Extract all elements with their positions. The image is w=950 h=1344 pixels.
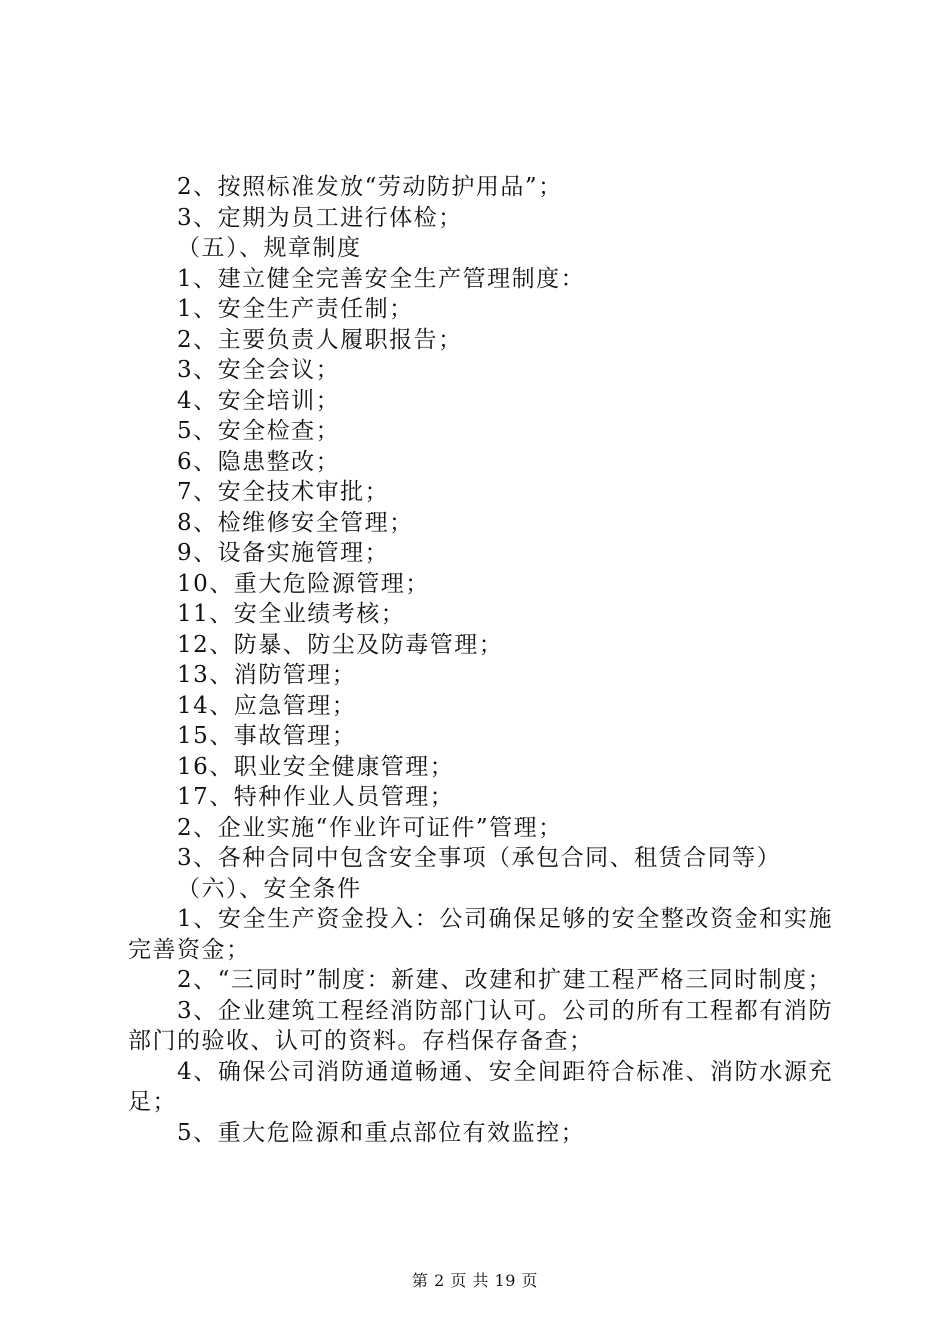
list-item: 5、安全检查； — [177, 418, 341, 444]
list-item: 14、应急管理； — [177, 692, 357, 719]
paragraph: 1、安全生产资金投入：公司确保足够的安全整改资金和实施完善资金； — [128, 906, 833, 963]
paragraph: 2、“三同时”制度：新建、改建和扩建工程严格三同时制度； — [177, 967, 833, 993]
paragraph: 5、重大危险源和重点部位有效监控； — [177, 1119, 586, 1146]
text-line: 1、建立健全完善安全生产管理制度： — [177, 265, 586, 292]
list-item: 1、安全生产责任制； — [177, 296, 414, 322]
paragraph: 3、企业建筑工程经消防部门认可。公司的所有工程都有消防部门的验收、认可的资料。存档保存备查； — [128, 997, 833, 1054]
list-item: 17、特种作业人员管理； — [177, 784, 455, 810]
section-heading: （六）、安全条件 — [177, 875, 362, 902]
text-line: 3、定期为员工进行体检； — [177, 204, 463, 231]
list-item: 13、消防管理； — [177, 662, 357, 688]
list-item: 6、隐患整改； — [177, 448, 341, 475]
list-item: 10、重大危险源管理； — [177, 570, 430, 597]
list-item: 16、职业安全健康管理； — [177, 753, 455, 780]
list-item: 11、安全业绩考核； — [177, 601, 406, 627]
list-item: 15、事故管理； — [177, 723, 357, 749]
paragraph: 4、确保公司消防通道畅通、安全间距符合标准、消防水源充足； — [128, 1058, 833, 1115]
list-item: 8、检维修安全管理； — [177, 509, 414, 536]
page-footer: 第 2 页 共 19 页 — [412, 1271, 538, 1290]
text-line: 3、各种合同中包含安全事项（承包合同、租赁合同等） — [177, 845, 782, 871]
list-item: 9、设备实施管理； — [177, 540, 390, 566]
list-item: 7、安全技术审批； — [177, 479, 390, 505]
section-heading: （五）、规章制度 — [177, 235, 362, 261]
list-item: 12、防暴、防尘及防毒管理； — [177, 631, 504, 658]
list-item: 4、安全培训； — [177, 387, 341, 414]
text-line: 2、按照标准发放“劳动防护用品”； — [177, 174, 563, 200]
list-item: 3、安全会议； — [177, 357, 341, 383]
list-item: 2、主要负责人履职报告； — [177, 326, 463, 353]
document-body — [128, 172, 833, 1148]
text-line: 2、企业实施“作业许可证件”管理； — [177, 814, 563, 841]
